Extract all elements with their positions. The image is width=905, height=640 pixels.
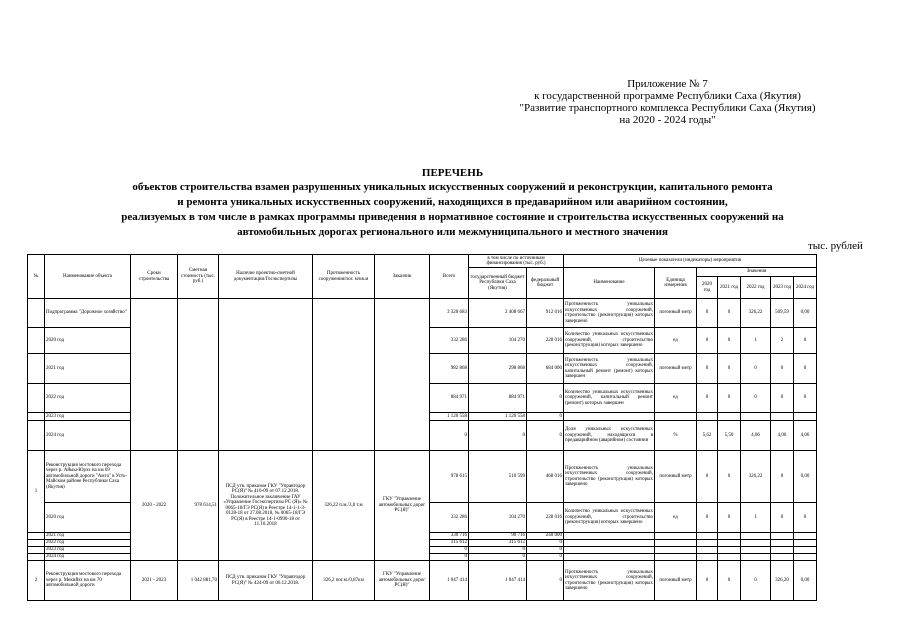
fed-budget-cell: 0	[527, 384, 564, 413]
indicator-name-cell	[564, 554, 655, 561]
indicator-value-cell	[718, 540, 741, 547]
num-cell: 2	[28, 561, 45, 601]
indicator-value-cell	[794, 413, 817, 421]
year-label-cell: 2021 год	[45, 533, 131, 540]
indicator-value-cell: 0	[697, 354, 718, 384]
indicator-value-cell: 0	[697, 299, 718, 328]
num-cell	[28, 299, 45, 328]
indicator-value-cell: 0	[771, 503, 794, 533]
header-name: Наименование объекта	[45, 255, 131, 299]
indicator-value-cell: 0	[741, 354, 771, 384]
header-incl: в том числе по источникам финансирования (тыс. руб.)	[469, 255, 564, 268]
fed-budget-cell: 228 016	[527, 503, 564, 533]
indicator-name-cell	[564, 533, 655, 540]
indicator-value-cell: 0	[794, 328, 817, 354]
total-cell: 315 612	[430, 540, 469, 547]
total-cell: 3 320 683	[430, 299, 469, 328]
state-budget-cell: 1 120 558	[469, 413, 527, 421]
header-doc: Наличие проектно-сметной документации/Госэкспертизы	[219, 255, 313, 299]
total-cell: 332 286	[430, 503, 469, 533]
indicator-value-cell	[771, 554, 794, 561]
fed-budget-cell: 468 016	[527, 451, 564, 503]
state-budget-cell: 90 716	[469, 533, 527, 540]
total-cell: 332 286	[430, 328, 469, 354]
fed-budget-cell: 0	[527, 413, 564, 421]
indicator-value-cell	[771, 547, 794, 554]
total-cell: 884 971	[430, 384, 469, 413]
indicator-value-cell: 0	[771, 384, 794, 413]
indicator-name-cell: Протяженность уникальных искусственных сооружений, строительство (реконструкция) которых завершено	[564, 299, 655, 328]
fed-budget-cell: 684 000	[527, 354, 564, 384]
state-budget-cell: 510 599	[469, 451, 527, 503]
indicator-value-cell: 5,62	[697, 421, 718, 451]
indicator-value-cell: 4,06	[771, 421, 794, 451]
terms-cell	[131, 299, 178, 451]
num-cell	[28, 421, 45, 451]
num-cell	[28, 328, 45, 354]
indicator-unit-cell: ед	[655, 503, 697, 533]
indicator-value-cell: 0	[718, 384, 741, 413]
num-cell	[28, 354, 45, 384]
appendix-line: на 2020 - 2024 годы"	[619, 114, 716, 126]
customer-cell	[375, 299, 430, 451]
indicator-value-cell: 0	[771, 451, 794, 503]
indicator-value-cell: 0	[718, 354, 741, 384]
capacity-cell: 326,22 п.м./3,0 т.м	[313, 451, 375, 561]
num-cell	[28, 554, 45, 561]
year-label-cell: 2022 год	[45, 384, 131, 413]
header-total: Всего	[430, 255, 469, 299]
indicator-unit-cell	[655, 540, 697, 547]
document-subtitle: и ремонта уникальных искусственных сооружений, находящихся в предаварийном или аварийном состоянии,	[177, 196, 728, 208]
indicator-value-cell	[697, 533, 718, 540]
indicator-value-cell: 1	[741, 503, 771, 533]
cost-cell	[178, 299, 219, 451]
state-budget-cell: 1 047 414	[469, 561, 527, 601]
document-subtitle: автомобильных дорогах регионального или межмуниципального и местного значения	[237, 226, 668, 238]
indicator-value-cell: 0	[794, 384, 817, 413]
program-name-cell: Подпрограмма "Дорожное хозяйство"	[45, 299, 131, 328]
state-budget-cell: 0	[469, 554, 527, 561]
year-label-cell: 2021 год	[45, 354, 131, 384]
total-cell: 1 120 558	[430, 413, 469, 421]
indicator-value-cell	[794, 554, 817, 561]
num-cell	[28, 540, 45, 547]
header-year: 2023 год	[771, 277, 794, 299]
num-cell	[28, 384, 45, 413]
indicator-value-cell: 0	[697, 384, 718, 413]
indicator-value-cell: 0	[697, 451, 718, 503]
indicator-name-cell: Количество уникальных искусственных сооружений, строительство (реконструкция) которых завершено	[564, 503, 655, 533]
indicator-value-cell: 326,22	[741, 451, 771, 503]
fed-budget-cell: 912 016	[527, 299, 564, 328]
indicator-value-cell: 0	[741, 561, 771, 601]
cost-cell: 978 614,51	[178, 451, 219, 561]
indicator-name-cell: Количество уникальных искусственных сооружений, строительство (реконструкция) которых завершено	[564, 328, 655, 354]
capacity-cell	[313, 299, 375, 451]
header-indicators: Целевые показатели (индикаторы) мероприятия	[564, 255, 817, 268]
indicator-value-cell: 0	[794, 503, 817, 533]
total-cell: 0	[430, 421, 469, 451]
object-name-cell: Реконструкция мостового перехода через р. Мекийэх на км 70 автомобильной дороги	[45, 561, 131, 601]
num-cell: 1	[28, 451, 45, 533]
indicator-value-cell: 0,00	[794, 561, 817, 601]
indicator-value-cell	[697, 540, 718, 547]
indicator-unit-cell: %	[655, 421, 697, 451]
fed-budget-cell: 228 016	[527, 328, 564, 354]
indicator-name-cell: Протяженность уникальных искусственных сооружений, строительство (реконструкция) которых завершено	[564, 561, 655, 601]
indicator-value-cell	[741, 547, 771, 554]
indicator-name-cell: Количество уникальных искусственных сооружений, капитальный ремонт (ремонт) которых завершен	[564, 384, 655, 413]
indicator-value-cell	[771, 533, 794, 540]
header-cost: Сметная стоимость (тыс. руб.)	[178, 255, 219, 299]
indicator-value-cell: 326,22	[741, 299, 771, 328]
header-customer: Заказчик	[375, 255, 430, 299]
header-num: №	[28, 255, 45, 299]
indicator-name-cell: Протяженность уникальных искусственных сооружений, капитальный ремонт (ремонт) которых завершен	[564, 354, 655, 384]
indicator-value-cell: 0	[697, 561, 718, 601]
indicator-name-cell: Доля уникальных искусственных сооружений, находящихся в предаварийном (аварийном) состоянии	[564, 421, 655, 451]
indicator-value-cell: 0	[718, 299, 741, 328]
header-year: 2021 год	[718, 277, 741, 299]
indicator-value-cell	[771, 413, 794, 421]
total-cell: 982 868	[430, 354, 469, 384]
terms-cell: 2021 - 2023	[131, 561, 178, 601]
indicator-unit-cell	[655, 413, 697, 421]
num-cell	[28, 413, 45, 421]
indicator-unit-cell	[655, 554, 697, 561]
state-budget-cell: 2 408 667	[469, 299, 527, 328]
fed-budget-cell: 0	[527, 421, 564, 451]
indicator-value-cell: 2	[771, 328, 794, 354]
doc-cell	[219, 299, 313, 451]
doc-cell: ПСД утв. приказом ГКУ "Управтодор РС(Я)" № 424-09 от 06.12.2018.	[219, 561, 313, 601]
indicator-value-cell	[794, 540, 817, 547]
indicator-value-cell: 326,20	[771, 561, 794, 601]
header-year: 2022 год	[741, 277, 771, 299]
indicator-value-cell	[741, 554, 771, 561]
appendix-block	[470, 78, 865, 126]
indicator-value-cell: 0	[741, 384, 771, 413]
indicator-value-cell	[794, 533, 817, 540]
table-row	[28, 451, 817, 503]
table-header-row	[28, 255, 817, 268]
indicator-value-cell	[718, 547, 741, 554]
indicator-unit-cell: погонный метр	[655, 451, 697, 503]
indicator-value-cell: 1	[741, 328, 771, 354]
indicator-value-cell	[697, 554, 718, 561]
header-capacity: Протяженность сооружения/пог. м/кв.м	[313, 255, 375, 299]
appendix-line: "Развитие транспортного комплекса Республики Саха (Якутия)	[519, 102, 816, 114]
header-values: Значения	[697, 268, 817, 277]
indicator-value-cell	[697, 413, 718, 421]
table-row	[28, 299, 817, 328]
indicator-value-cell	[741, 540, 771, 547]
indicator-value-cell	[718, 554, 741, 561]
total-cell: 978 615	[430, 451, 469, 503]
indicator-value-cell	[718, 413, 741, 421]
indicator-name-cell	[564, 540, 655, 547]
fed-budget-cell: 0	[527, 561, 564, 601]
indicator-unit-cell	[655, 547, 697, 554]
indicator-value-cell: 0	[771, 354, 794, 384]
indicator-value-cell	[741, 533, 771, 540]
total-cell: 330 716	[430, 533, 469, 540]
unit-label: тыс. рублей	[808, 240, 863, 252]
header-year: 2024 год	[794, 277, 817, 299]
indicator-value-cell: 509,59	[771, 299, 794, 328]
appendix-line: к государственной программе Республики Саха (Якутия)	[534, 90, 801, 102]
total-cell: 0	[430, 547, 469, 554]
year-label-cell: 2024 год	[45, 554, 131, 561]
indicator-value-cell	[741, 413, 771, 421]
indicator-value-cell: 0,00	[794, 299, 817, 328]
indicator-value-cell: 4,06	[741, 421, 771, 451]
indicator-value-cell: 0	[718, 503, 741, 533]
fed-budget-cell: 0	[527, 547, 564, 554]
header-terms: Сроки строительства	[131, 255, 178, 299]
object-name-cell: Реконструкция мостового перехода через р. Айыы-Юрэх на км 69 автомобильной дороги "Амга" в Усть-Майском районе Республики Саха (Якутия)	[45, 451, 131, 503]
header-state-budget: государственный бюджет Республики Саха (Якутия)	[469, 268, 527, 299]
indicator-name-cell	[564, 547, 655, 554]
total-cell: 0	[430, 554, 469, 561]
year-label-cell: 2020 год	[45, 328, 131, 354]
header-ind-name: Наименование	[564, 268, 655, 299]
indicator-value-cell: 0	[718, 451, 741, 503]
num-cell	[28, 547, 45, 554]
cost-cell: 1 042 881,70	[178, 561, 219, 601]
indicator-value-cell: 4,06	[794, 421, 817, 451]
customer-cell: ГКУ "Управление автомобильных дорог РС(Я)"	[375, 451, 430, 561]
state-budget-cell: 0	[469, 547, 527, 554]
state-budget-cell: 884 971	[469, 384, 527, 413]
state-budget-cell: 298 868	[469, 354, 527, 384]
total-cell: 1 047 414	[430, 561, 469, 601]
appendix-line: Приложение № 7	[627, 78, 708, 90]
header-ind-unit: Единица измерения	[655, 268, 697, 299]
indicator-value-cell: 0	[718, 561, 741, 601]
indicator-value-cell: 0	[794, 354, 817, 384]
indicator-unit-cell: ед	[655, 328, 697, 354]
indicator-unit-cell: погонный метр	[655, 299, 697, 328]
capacity-cell: 326,2 пог.м./0,87км	[313, 561, 375, 601]
customer-cell: ГКУ "Управление автомобильных дорог РС(Я)"	[375, 561, 430, 601]
terms-cell: 2020 - 2022	[131, 451, 178, 561]
year-label-cell: 2023 год	[45, 547, 131, 554]
document-title: ПЕРЕЧЕНЬ	[421, 167, 484, 179]
indicator-name-cell	[564, 413, 655, 421]
indicator-value-cell	[794, 547, 817, 554]
indicator-value-cell	[718, 533, 741, 540]
state-budget-cell: 0	[469, 421, 527, 451]
indicator-value-cell: 0	[697, 503, 718, 533]
document-subtitle: реализуемых в том числе в рамках программы приведения в нормативное состояние и строительства искусственных сооружений на	[121, 211, 784, 223]
table-row	[28, 561, 817, 601]
header-fed-budget: федеральный бюджет	[527, 268, 564, 299]
document-subtitle: объектов строительства взамен разрушенных уникальных искусственных сооружений и реконструкции, капитального ремонта	[132, 181, 773, 193]
indicator-value-cell: 0	[718, 328, 741, 354]
indicator-value-cell: 0,00	[794, 451, 817, 503]
indicator-unit-cell: погонный метр	[655, 354, 697, 384]
indicator-value-cell: 0	[697, 328, 718, 354]
indicator-unit-cell: ед	[655, 384, 697, 413]
year-label-cell: 2023 год	[45, 413, 131, 421]
header-year: 2020 год	[697, 277, 718, 299]
fed-budget-cell: 240 000	[527, 533, 564, 540]
objects-table	[27, 254, 817, 601]
indicator-value-cell	[771, 540, 794, 547]
indicator-unit-cell: погонный метр	[655, 561, 697, 601]
fed-budget-cell: 0	[527, 540, 564, 547]
year-label-cell: 2022 год	[45, 540, 131, 547]
year-label-cell: 2020 год	[45, 503, 131, 533]
indicator-value-cell: 5,50	[718, 421, 741, 451]
indicator-value-cell	[697, 547, 718, 554]
year-label-cell: 2024 год	[45, 421, 131, 451]
doc-cell: ПСД утв. приказом ГКУ "Управтодор РС(Я)" № 410-09 от 07.12.2018. Положительное заключение ГАУ «Управление Госэкспертизы РС (Я)» № 0065-18/ГЭ РС(Я) в Реестре 14-1-1-3-0128-18 от 27.08.2018, № 0065-18/ГЭ РС(Я) в Реестре 14-1-0990-18 от 11.10.2018	[219, 451, 313, 561]
num-cell	[28, 533, 45, 540]
indicator-unit-cell	[655, 533, 697, 540]
indicator-name-cell: Протяженность уникальных искусственных сооружений, строительство (реконструкция) которых завершено	[564, 451, 655, 503]
state-budget-cell: 104 270	[469, 328, 527, 354]
state-budget-cell: 104 270	[469, 503, 527, 533]
fed-budget-cell: 0	[527, 554, 564, 561]
state-budget-cell: 315 612	[469, 540, 527, 547]
